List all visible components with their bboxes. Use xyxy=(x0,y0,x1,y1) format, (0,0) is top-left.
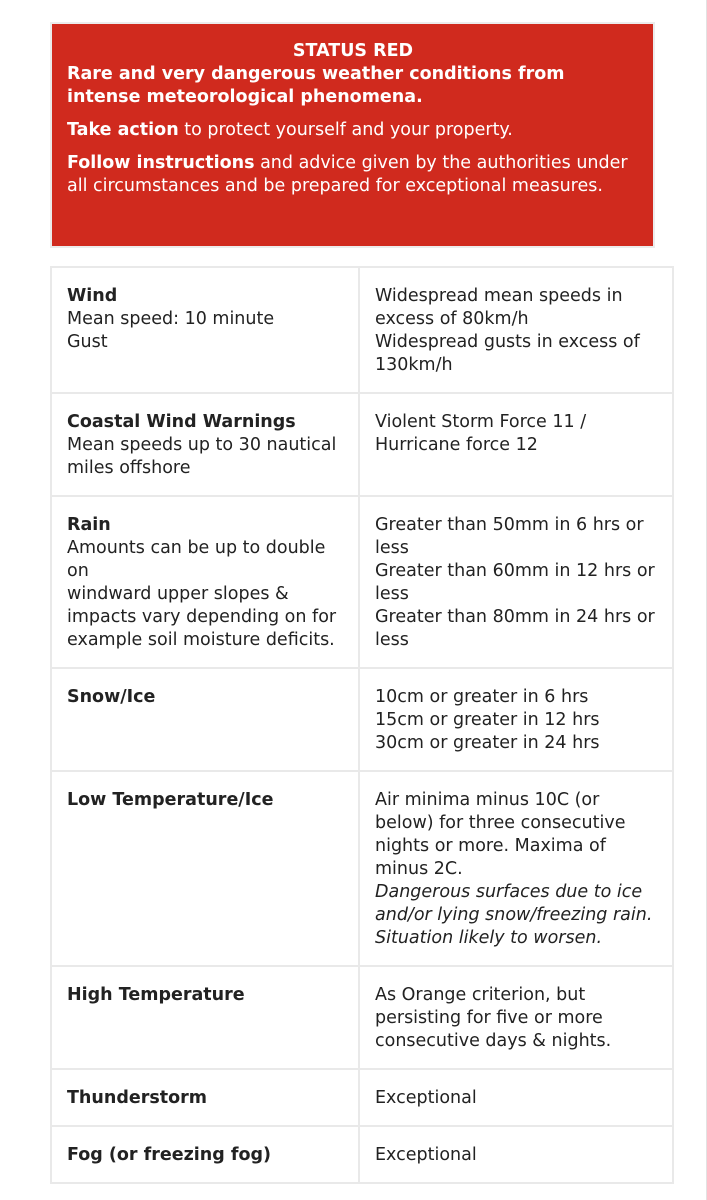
criteria-cell xyxy=(359,771,673,966)
hazard-detail: windward upper slopes & impacts vary depending on for example soil moisture deficits. xyxy=(67,584,337,650)
hazard-cell xyxy=(51,1069,359,1126)
criteria-cell xyxy=(359,393,673,496)
criteria-cell xyxy=(359,1126,673,1183)
criteria-line: 15cm or greater in 12 hrs xyxy=(375,710,600,730)
status-title: STATUS RED xyxy=(292,41,414,61)
hazard-name: Snow/Ice xyxy=(67,687,156,707)
hazard-detail: Amounts can be up to double on xyxy=(67,538,326,581)
take-action-bold: Take action xyxy=(67,120,179,140)
status-red-banner xyxy=(50,22,655,248)
criteria-cell xyxy=(359,668,673,771)
take-action-text xyxy=(67,119,639,142)
hazard-name: Wind xyxy=(67,286,118,306)
status-headline: Rare and very dangerous weather conditions from intense meteorological phenomena. xyxy=(67,64,565,107)
hazard-detail: Mean speeds up to 30 nautical miles offshore xyxy=(67,435,337,478)
criteria-line: Exceptional xyxy=(375,1145,477,1165)
follow-instructions-rest: and advice given by the authorities under all circumstances and be prepared for exceptional measures. xyxy=(67,153,628,196)
criteria-line: Air minima minus 10C (or below) for three consecutive nights or more. Maxima of minus 2C. xyxy=(375,790,626,879)
table-row-snow-ice xyxy=(51,668,673,771)
criteria-cell xyxy=(359,496,673,668)
criteria-italic-note: Dangerous surfaces due to ice and/or lying snow/freezing rain. Situation likely to worsen. xyxy=(375,882,653,948)
hazard-detail: Gust xyxy=(67,332,108,352)
hazard-name: Low Temperature/Ice xyxy=(67,790,274,810)
take-action-rest: to protect yourself and your property. xyxy=(178,120,513,140)
follow-instructions-text xyxy=(67,152,639,198)
hazard-name: Coastal Wind Warnings xyxy=(67,412,296,432)
criteria-cell xyxy=(359,1069,673,1126)
criteria-cell xyxy=(359,267,673,393)
warning-criteria-table xyxy=(50,266,674,1184)
hazard-name: High Temperature xyxy=(67,985,245,1005)
criteria-line: Greater than 80mm in 24 hrs or less xyxy=(375,607,655,650)
table-row-wind xyxy=(51,267,673,393)
table-row-rain xyxy=(51,496,673,668)
criteria-line: 30cm or greater in 24 hrs xyxy=(375,733,600,753)
follow-instructions-bold: Follow instructions xyxy=(67,153,255,173)
criteria-line: As Orange criterion, but persisting for five or more consecutive days & nights. xyxy=(375,985,612,1051)
hazard-cell xyxy=(51,267,359,393)
criteria-line: Exceptional xyxy=(375,1088,477,1108)
table-row-high-temperature xyxy=(51,966,673,1069)
hazard-cell xyxy=(51,1126,359,1183)
hazard-cell xyxy=(51,393,359,496)
table-row-fog xyxy=(51,1126,673,1183)
hazard-cell xyxy=(51,668,359,771)
hazard-name: Rain xyxy=(67,515,111,535)
hazard-name: Fog (or freezing fog) xyxy=(67,1145,272,1165)
hazard-name: Thunderstorm xyxy=(67,1088,208,1108)
hazard-detail: Mean speed: 10 minute xyxy=(67,309,275,329)
criteria-cell xyxy=(359,966,673,1069)
criteria-line: Greater than 50mm in 6 hrs or less xyxy=(375,515,644,558)
criteria-line: Greater than 60mm in 12 hrs or less xyxy=(375,561,655,604)
criteria-line: Widespread mean speeds in excess of 80km/h xyxy=(375,286,623,329)
hazard-cell xyxy=(51,771,359,966)
hazard-cell xyxy=(51,496,359,668)
criteria-line: Violent Storm Force 11 / Hurricane force 12 xyxy=(375,412,587,455)
table-row-coastal-wind xyxy=(51,393,673,496)
hazard-cell xyxy=(51,966,359,1069)
criteria-line: 10cm or greater in 6 hrs xyxy=(375,687,589,707)
criteria-line: Widespread gusts in excess of 130km/h xyxy=(375,332,640,375)
table-row-thunderstorm xyxy=(51,1069,673,1126)
table-row-low-temperature xyxy=(51,771,673,966)
